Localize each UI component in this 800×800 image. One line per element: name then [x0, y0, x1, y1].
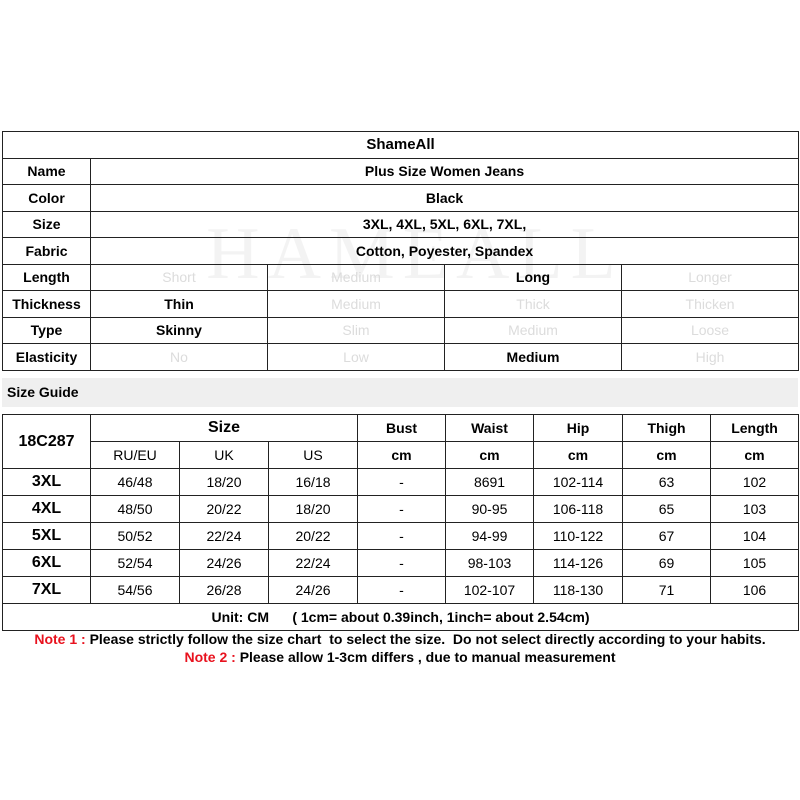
color-value: Black: [91, 185, 799, 212]
attribute-option: Skinny: [91, 317, 268, 344]
name-value: Plus Size Women Jeans: [91, 158, 799, 185]
waist-cell: 8691: [446, 469, 534, 496]
ru-eu-cell: 46/48: [91, 469, 180, 496]
attribute-option: Slim: [268, 317, 445, 344]
attribute-option: Medium: [268, 291, 445, 318]
size-subheader-row: [3, 442, 799, 469]
uk-cell: 22/24: [180, 523, 269, 550]
product-info-table: [2, 131, 799, 371]
uk-cell: 18/20: [180, 469, 269, 496]
product-code: 18C287: [3, 415, 91, 469]
column-header-waist: Waist: [446, 415, 534, 442]
us-cell: 18/20: [269, 496, 358, 523]
color-row: [3, 185, 799, 212]
unit-header: cm: [446, 442, 534, 469]
column-header-bust: Bust: [358, 415, 446, 442]
length-cell: 103: [711, 496, 799, 523]
us-cell: 22/24: [269, 550, 358, 577]
size-header-row: [3, 415, 799, 442]
length-cell: 105: [711, 550, 799, 577]
table-row: [3, 577, 799, 604]
length-cell: 102: [711, 469, 799, 496]
brand-name: ShameAll: [3, 132, 799, 159]
size-guide-title: Size Guide: [2, 378, 798, 407]
attribute-option: Longer: [622, 264, 799, 291]
fabric-value: Cotton, Poyester, Spandex: [91, 238, 799, 265]
size-value: 3XL, 4XL, 5XL, 6XL, 7XL,: [91, 211, 799, 238]
length-cell: 106: [711, 577, 799, 604]
unit-note: Unit: CM ( 1cm= about 0.39inch, 1inch= about 2.54cm): [3, 604, 799, 631]
column-header-hip: Hip: [534, 415, 623, 442]
hip-cell: 110-122: [534, 523, 623, 550]
size-cell: 4XL: [3, 496, 91, 523]
note-1: [2, 630, 798, 648]
ru-eu-cell: 54/56: [91, 577, 180, 604]
waist-cell: 102-107: [446, 577, 534, 604]
ru-eu-cell: 50/52: [91, 523, 180, 550]
unit-header: cm: [711, 442, 799, 469]
hip-cell: 118-130: [534, 577, 623, 604]
attribute-row-length: [3, 264, 799, 291]
attribute-option: Medium: [445, 317, 622, 344]
table-row: [3, 469, 799, 496]
attribute-option: Thicken: [622, 291, 799, 318]
notes-block: [2, 630, 798, 666]
unit-header: cm: [358, 442, 446, 469]
waist-cell: 94-99: [446, 523, 534, 550]
bust-cell: -: [358, 577, 446, 604]
table-row: [3, 523, 799, 550]
attribute-label: Type: [3, 317, 91, 344]
fabric-row: [3, 238, 799, 265]
note-2-label: Note 2 :: [184, 649, 236, 665]
uk-cell: 26/28: [180, 577, 269, 604]
size-row: [3, 211, 799, 238]
attribute-option: Long: [445, 264, 622, 291]
us-cell: 24/26: [269, 577, 358, 604]
size-cell: 7XL: [3, 577, 91, 604]
fabric-label: Fabric: [3, 238, 91, 265]
attribute-option: Thick: [445, 291, 622, 318]
size-column-header: Size: [91, 415, 358, 442]
attribute-row-elasticity: [3, 344, 799, 371]
attribute-option: No: [91, 344, 268, 371]
attribute-option: Thin: [91, 291, 268, 318]
uk-cell: 20/22: [180, 496, 269, 523]
bust-cell: -: [358, 496, 446, 523]
waist-cell: 98-103: [446, 550, 534, 577]
attribute-option: High: [622, 344, 799, 371]
waist-cell: 90-95: [446, 496, 534, 523]
note-2-text: Please allow 1-3cm differs , due to manual measurement: [235, 649, 616, 665]
hip-cell: 114-126: [534, 550, 623, 577]
bust-cell: -: [358, 523, 446, 550]
bust-cell: -: [358, 550, 446, 577]
region-header-uk: UK: [180, 442, 269, 469]
color-label: Color: [3, 185, 91, 212]
thigh-cell: 71: [623, 577, 711, 604]
name-row: [3, 158, 799, 185]
size-chart-table: [2, 414, 799, 631]
attribute-label: Thickness: [3, 291, 91, 318]
hip-cell: 106-118: [534, 496, 623, 523]
column-header-length: Length: [711, 415, 799, 442]
attribute-row-thickness: [3, 291, 799, 318]
attribute-option: Low: [268, 344, 445, 371]
us-cell: 20/22: [269, 523, 358, 550]
attribute-option: Medium: [445, 344, 622, 371]
thigh-cell: 69: [623, 550, 711, 577]
table-row: [3, 496, 799, 523]
size-cell: 6XL: [3, 550, 91, 577]
size-cell: 5XL: [3, 523, 91, 550]
thigh-cell: 63: [623, 469, 711, 496]
us-cell: 16/18: [269, 469, 358, 496]
note-2: [2, 648, 798, 666]
brand-row: [3, 132, 799, 159]
attribute-option: Loose: [622, 317, 799, 344]
unit-note-row: [3, 604, 799, 631]
thigh-cell: 67: [623, 523, 711, 550]
name-label: Name: [3, 158, 91, 185]
region-header-ru-eu: RU/EU: [91, 442, 180, 469]
thigh-cell: 65: [623, 496, 711, 523]
length-cell: 104: [711, 523, 799, 550]
uk-cell: 24/26: [180, 550, 269, 577]
size-label: Size: [3, 211, 91, 238]
column-header-thigh: Thigh: [623, 415, 711, 442]
attribute-option: Medium: [268, 264, 445, 291]
ru-eu-cell: 48/50: [91, 496, 180, 523]
attribute-option: Short: [91, 264, 268, 291]
size-cell: 3XL: [3, 469, 91, 496]
hip-cell: 102-114: [534, 469, 623, 496]
unit-header: cm: [534, 442, 623, 469]
attribute-row-type: [3, 317, 799, 344]
note-1-text: Please strictly follow the size chart to select the size. Do not select directly according to your habits.: [85, 631, 766, 647]
note-1-label: Note 1 :: [34, 631, 86, 647]
bust-cell: -: [358, 469, 446, 496]
table-row: [3, 550, 799, 577]
region-header-us: US: [269, 442, 358, 469]
attribute-label: Length: [3, 264, 91, 291]
attribute-label: Elasticity: [3, 344, 91, 371]
ru-eu-cell: 52/54: [91, 550, 180, 577]
unit-header: cm: [623, 442, 711, 469]
